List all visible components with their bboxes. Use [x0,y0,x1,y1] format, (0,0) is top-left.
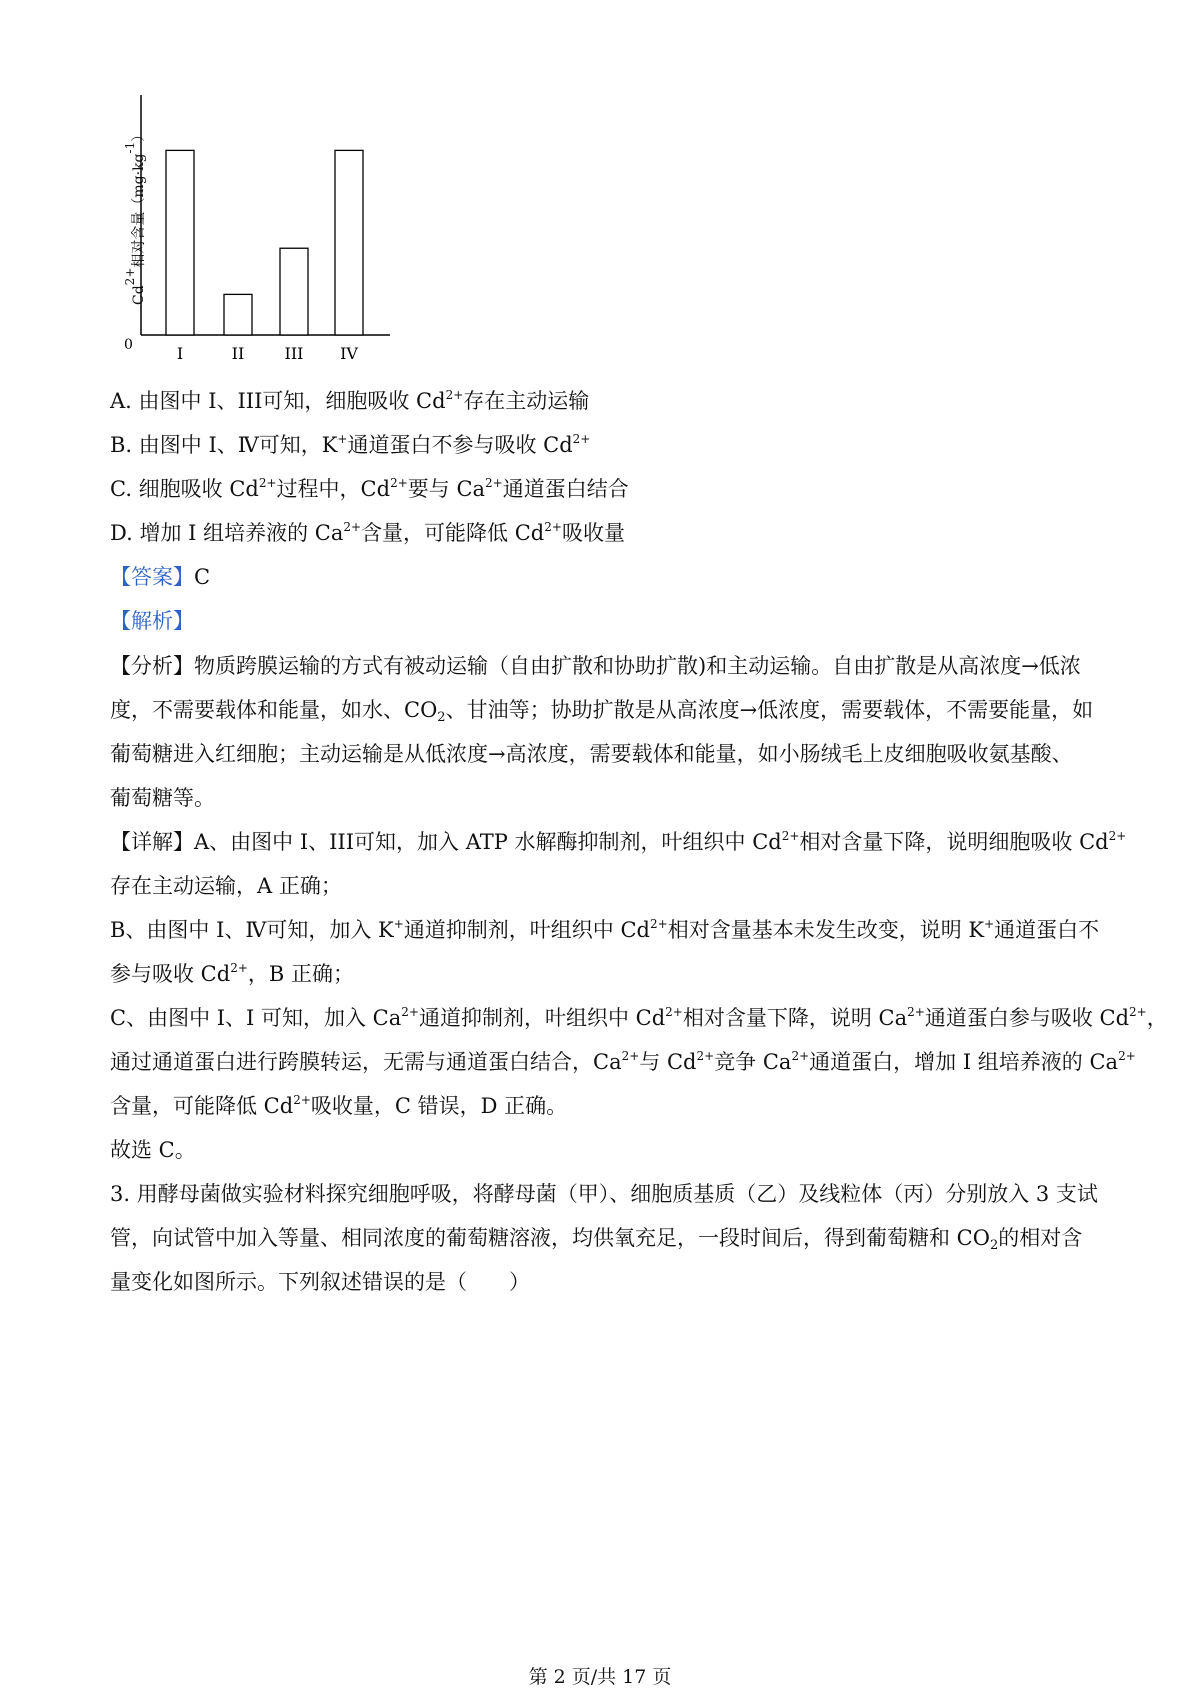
detail-line-2: 存在主动运输，A 正确； [110,874,342,898]
bar-chart [110,95,440,395]
detail-line-1: 【详解】A、由图中 I、III可知，加入 ATP 水解酶抑制剂，叶组织中 $Cd^{2+}$相对含量下降，说明细胞吸收 $Cd^{2+}$ [110,829,1127,854]
option-b: B. 由图中 I、Ⅳ可知，K+通道蛋白不参与吸收 $Cd^{2+}$ [110,432,591,457]
bar-III [280,248,308,335]
chart-canvas [110,95,440,395]
analysis-tag: 【解析】 [110,609,194,633]
x-tick-label-IV: IV [340,344,358,363]
y-axis-label: $Cd^{2+}$相对含量$(mg\cdot kg^{-1})$ [123,127,147,305]
answer-tag: 【答案】 [110,565,194,589]
detail-line-8: 故选 C。 [110,1138,196,1162]
option-a: A. 由图中 I、III可知，细胞吸收 $Cd^{2+}$存在主动运输 [110,388,590,413]
option-c: C. 细胞吸收 $Cd^{2+}$过程中，$Cd^{2+}$要与 $Ca^{2+}$通道蛋白结合 [110,476,629,501]
detail-line-6: 通过通道蛋白进行跨膜转运，无需与通道蛋白结合，$Ca^{2+}$与 $Cd^{2+}$竞争 $Ca^{2+}$通道蛋白，增加 I 组培养液的 $Ca^{2+}$ [110,1049,1136,1074]
x-tick-label-II: II [231,344,245,363]
analysis-line-1: 【分析】物质跨膜运输的方式有被动运输（自由扩散和协助扩散)和主动运输。自由扩散是从高浓度→低浓 [110,654,1081,678]
answer-value: C [194,565,211,589]
detail-line-3: B、由图中 I、Ⅳ可知，加入 K+通道抑制剂，叶组织中 $Cd^{2+}$相对含量基本未发生改变，说明 K+通道蛋白不 [110,917,1100,942]
origin-label: 0 [124,337,133,353]
detail-line-4: 参与吸收 $Cd^{2+}$，B 正确； [110,961,354,986]
question-3-line-1: 3. 用酵母菌做实验材料探究细胞呼吸，将酵母菌（甲）、细胞质基质（乙）及线粒体（丙）分别放入 3 支试 [110,1182,1098,1206]
answer-line [110,561,210,591]
x-tick-label-I: I [176,344,184,363]
question-3-line-2: 管，向试管中加入等量、相同浓度的葡萄糖溶液，均供氧充足，一段时间后，得到葡萄糖和 $CO_2$的相对含 [110,1226,1083,1253]
analysis-line-3: 葡萄糖进入红细胞；主动运输是从低浓度→高浓度，需要载体和能量，如小肠绒毛上皮细胞吸收氨基酸、 [110,742,1073,766]
analysis-line-2: 度，不需要载体和能量，如水、$CO_2$、甘油等；协助扩散是从高浓度→低浓度，需要载体，不需要能量，如 [110,698,1094,725]
question-3-line-3: 量变化如图所示。下列叙述错误的是（ ） [110,1270,530,1294]
analysis-line-4: 葡萄糖等。 [110,786,215,810]
detail-line-5: C、由图中 I、I 可知，加入 $Ca^{2+}$通道抑制剂，叶组织中 $Cd^{2+}$相对含量下降，说明 $Ca^{2+}$通道蛋白参与吸收 $Cd^{2+}$， [110,1005,1168,1030]
bar-I [166,150,194,335]
option-d: D. 增加 I 组培养液的 $Ca^{2+}$含量，可能降低 $Cd^{2+}$吸收量 [110,520,625,545]
bar-II [224,294,252,335]
x-tick-label-III: III [284,344,304,363]
page-footer: 第 2 页/共 17 页 [528,1666,672,1688]
bar-IV [335,150,363,335]
detail-line-7: 含量，可能降低 $Cd^{2+}$吸收量，C 错误，D 正确。 [110,1093,568,1118]
